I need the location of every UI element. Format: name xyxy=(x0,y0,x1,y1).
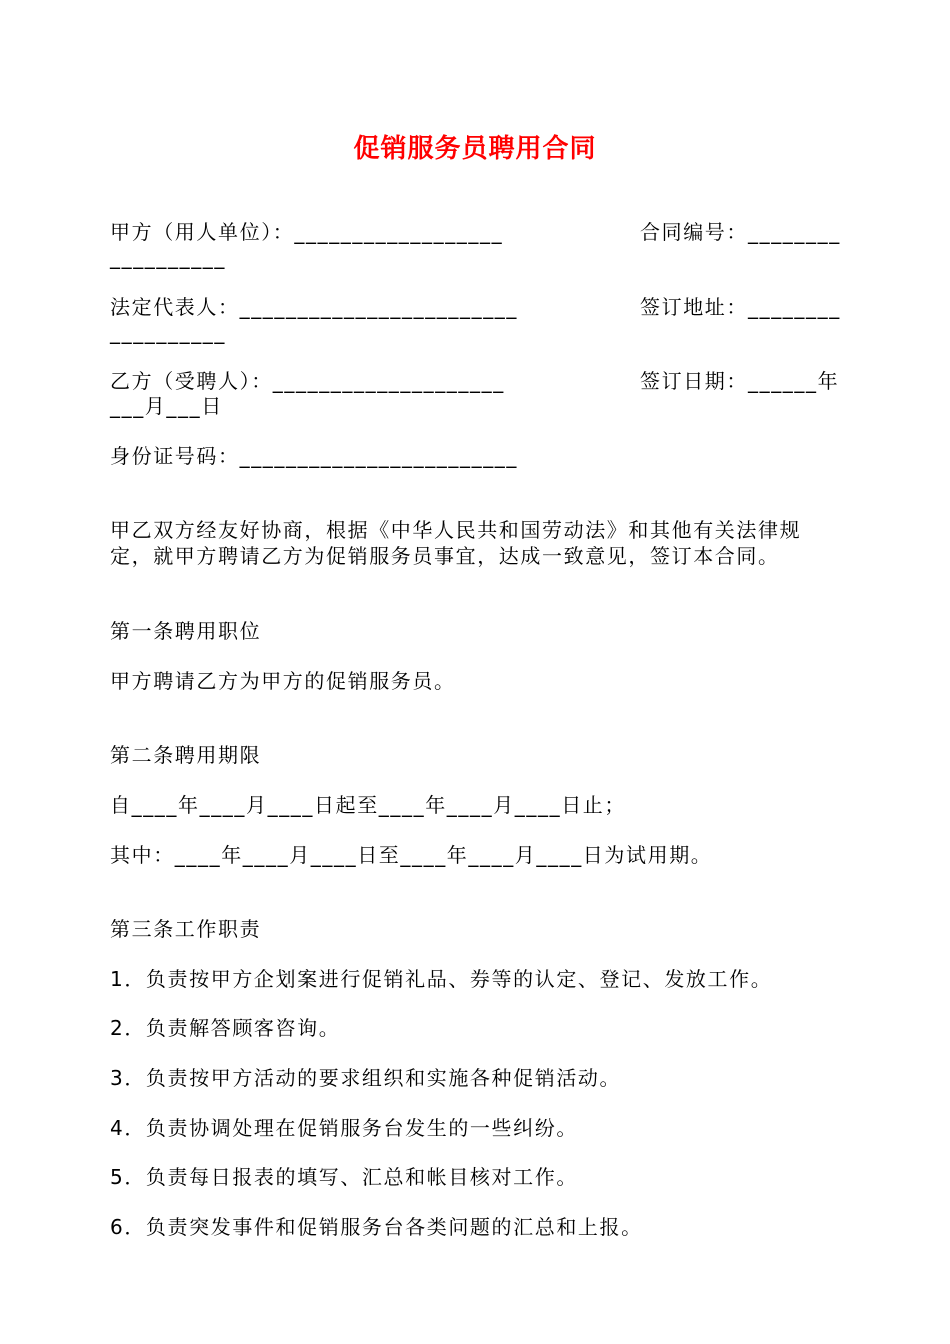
contract-number-continuation: __________ xyxy=(110,245,226,269)
article-3-heading: 第三条工作职责 xyxy=(110,917,262,941)
article-2-heading: 第二条聘用期限 xyxy=(110,743,262,767)
article-1-text: 甲方聘请乙方为甲方的促销服务员。 xyxy=(110,669,456,693)
duty-item-6: 6．负责突发事件和促销服务台各类问题的汇总和上报。 xyxy=(110,1215,643,1239)
intro-paragraph-line-1: 甲乙双方经友好协商，根据《中华人民共和国劳动法》和其他有关法律规 xyxy=(110,518,802,542)
legal-representative-field: 法定代表人：________________________ xyxy=(110,295,518,319)
sign-place-field: 签订地址：________ xyxy=(640,295,841,319)
intro-paragraph-line-2: 定，就甲方聘请乙方为促销服务员事宜，达成一致意见，签订本合同。 xyxy=(110,544,780,568)
duty-item-5: 5．负责每日报表的填写、汇总和帐目核对工作。 xyxy=(110,1165,578,1189)
sign-place-continuation: __________ xyxy=(110,320,226,344)
article-2-term: 自____年____月____日起至____年____月____日止； xyxy=(110,793,626,817)
duty-item-1: 1．负责按甲方企划案进行促销礼品、券等的认定、登记、发放工作。 xyxy=(110,967,773,991)
id-number-field: 身份证号码：________________________ xyxy=(110,444,518,468)
article-1-heading: 第一条聘用职位 xyxy=(110,619,262,643)
duty-item-4: 4．负责协调处理在促销服务台发生的一些纠纷。 xyxy=(110,1116,578,1140)
document-title: 促销服务员聘用合同 xyxy=(353,134,597,164)
sign-date-continuation: ___月___日 xyxy=(110,394,223,418)
article-2-probation: 其中：____年____月____日至____年____月____日为试用期。 xyxy=(110,843,713,867)
duty-item-2: 2．负责解答顾客咨询。 xyxy=(110,1016,341,1040)
duty-item-3: 3．负责按甲方活动的要求组织和实施各种促销活动。 xyxy=(110,1066,622,1090)
contract-number-field: 合同编号：________ xyxy=(640,220,841,244)
party-b-field: 乙方（受聘人）：____________________ xyxy=(110,369,505,393)
sign-date-field: 签订日期：______年 xyxy=(640,369,840,393)
party-a-field: 甲方（用人单位）：__________________ xyxy=(110,220,504,244)
